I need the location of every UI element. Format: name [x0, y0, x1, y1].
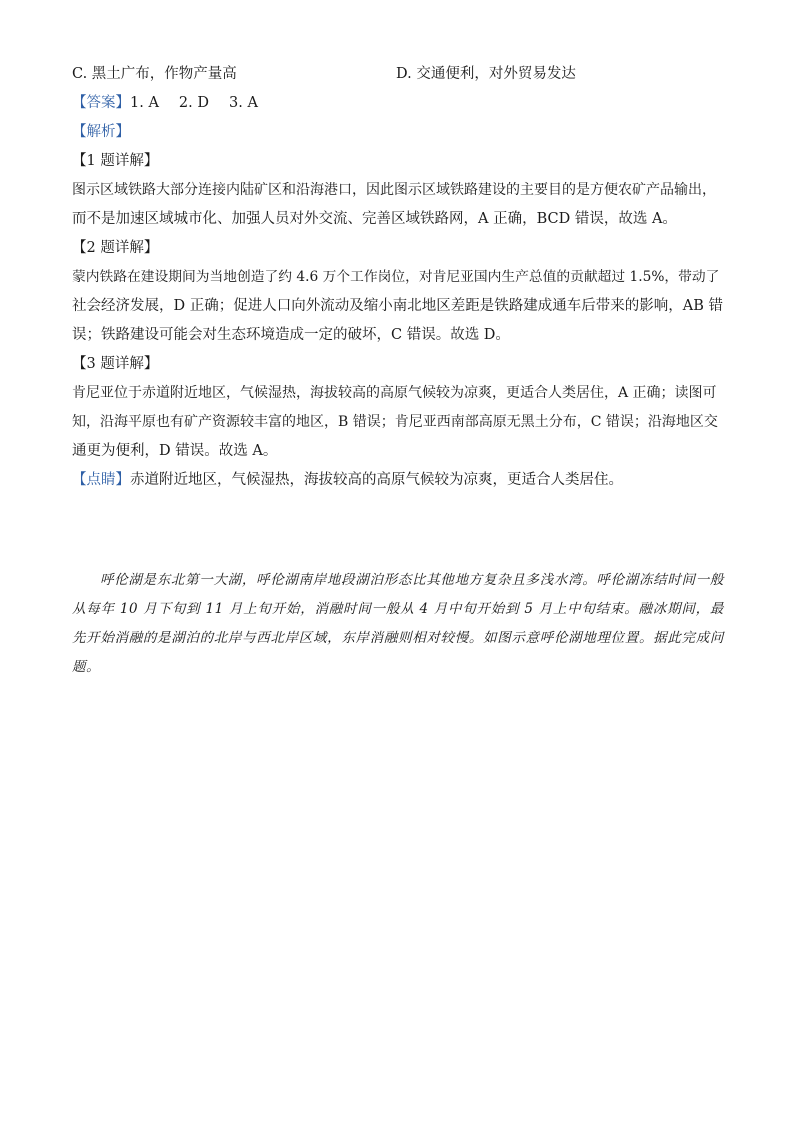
option-d: D. 交通便利，对外贸易发达 [396, 66, 576, 82]
analysis-tag: 【解析】 [72, 124, 130, 140]
answer-line [72, 89, 724, 118]
q2-line-3: 误；铁路建设可能会对生态环境造成一定的破坏，C 错误。故选 D。 [72, 327, 510, 343]
tip-line [72, 466, 724, 495]
q3-line-3: 通更为便利，D 错误。故选 A。 [72, 443, 278, 459]
tip-tag: 【点睛】 [72, 472, 130, 488]
answer-item-3: 3. A [229, 95, 258, 111]
question-passage: 呼伦湖是东北第一大湖，呼伦湖南岸地段湖泊形态比其他地方复杂且多浅水湾。呼伦湖冻结时间一般从每年 10 月下旬到 11 月上旬开始，消融时间一般从 4 月中旬开始到 5 月上中旬结束。融冰期间，最先开始消融的是湖泊的北岸与西北岸区域，东岸消融则相对较慢。如图示意呼伦湖地理位置。据此完成问题。 [72, 572, 724, 675]
answer-tag: 【答案】 [72, 95, 130, 111]
q3-line-1: 肯尼亚位于赤道附近地区，气候湿热，海拔较高的高原气候较为凉爽，更适合人类居住，A 正确；读图可 [72, 385, 717, 401]
q2-line-1: 蒙内铁路在建设期间为当地创造了约 4.6 万个工作岗位，对肯尼亚国内生产总值的贡献超过 1.5%，带动了 [72, 269, 720, 285]
q2-heading: 【2 题详解】 [72, 240, 159, 256]
q1-heading: 【1 题详解】 [72, 153, 159, 169]
answer-item-1: 1. A [130, 95, 159, 111]
option-c: C. 黑土广布，作物产量高 [72, 66, 237, 82]
document-page [72, 60, 724, 495]
q1-line-2: 而不是加速区域城市化、加强人员对外交流、完善区域铁路网，A 正确，BCD 错误，故选 A。 [72, 211, 677, 227]
q3-line-2: 知，沿海平原也有矿产资源较丰富的地区，B 错误；肯尼亚西南部高原无黑土分布，C 错误；沿海地区交 [72, 414, 718, 430]
q1-line-1: 图示区域铁路大部分连接内陆矿区和沿海港口，因此图示区域铁路建设的主要目的是方便农矿产品输出， [72, 182, 716, 198]
options-row [72, 60, 724, 89]
tip-text: 赤道附近地区，气候湿热，海拔较高的高原气候较为凉爽，更适合人类居住。 [130, 472, 623, 488]
q3-heading: 【3 题详解】 [72, 356, 159, 372]
answer-item-2: 2. D [178, 95, 209, 111]
q2-line-2: 社会经济发展，D 正确；促进人口向外流动及缩小南北地区差距是铁路建成通车后带来的影响，AB 错 [72, 298, 723, 314]
analysis-heading [72, 118, 724, 147]
